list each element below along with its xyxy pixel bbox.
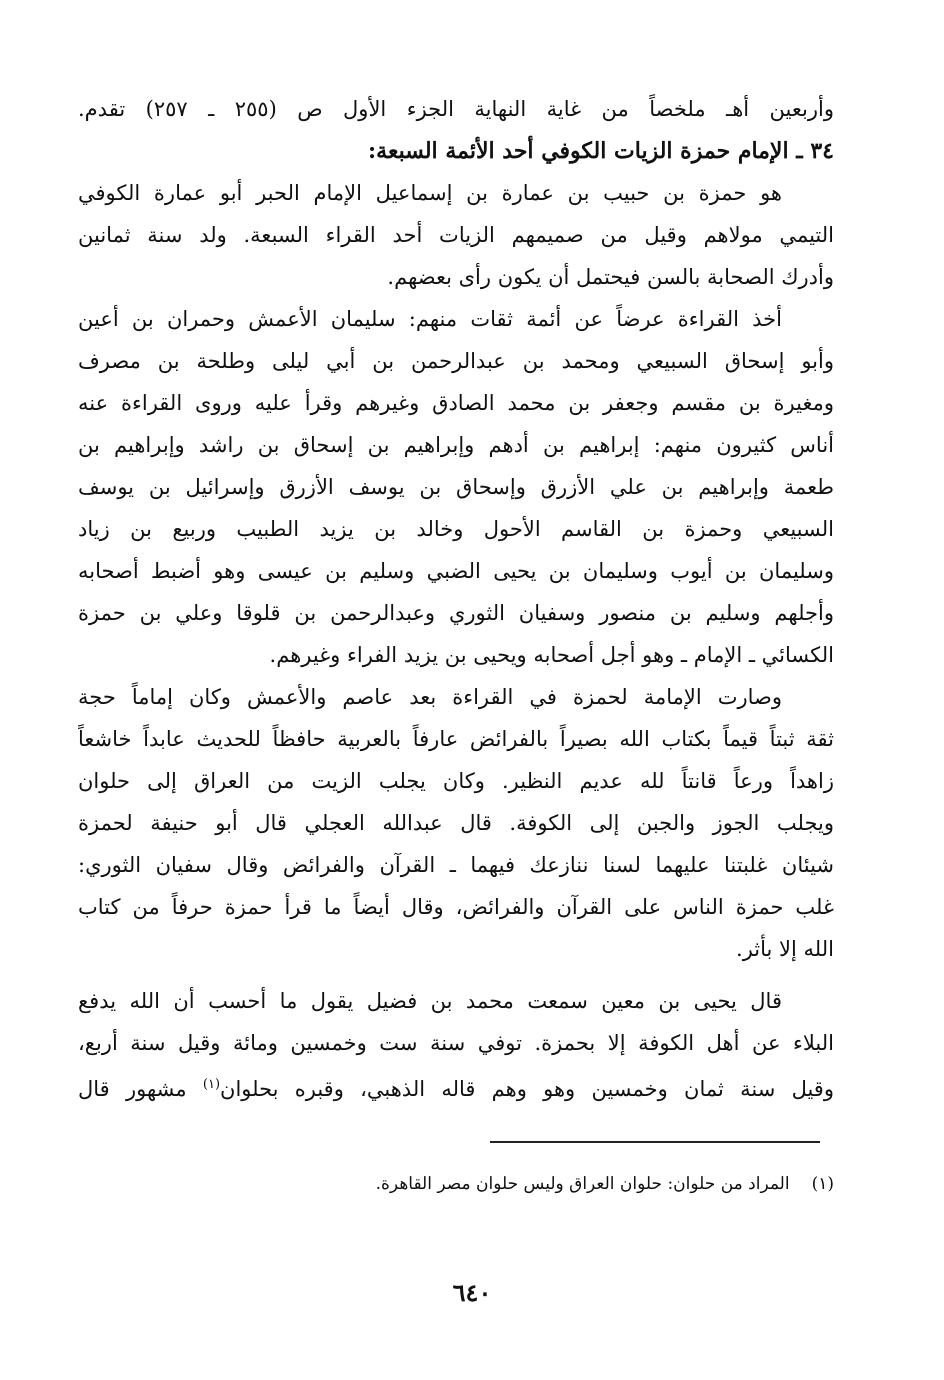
text-line: ويجلب الجوز والجبن إلى الكوفة. قال عبدالله العجلي قال أبو حنيفة لحمزة: [78, 811, 834, 835]
text-fragment: وقيل سنة ثمان وخمسين وهو وهم قاله الذهبي، وقبره بحلوان: [220, 1077, 834, 1101]
text-line: وأجلهم وسليم بن منصور وسفيان الثوري وعبدالرحمن بن قلوقا وعلي بن حمزة: [78, 601, 834, 625]
text-line: أخذ القراءة عرضاً عن أئمة ثقات منهم: سليمان الأعمش وحمران بن أعين: [78, 307, 782, 331]
text-line: طعمة وإبراهيم بن علي الأزرق وإسحاق بن يوسف الأزرق وإسرائيل بن يوسف: [78, 475, 834, 499]
text-line: هو حمزة بن حبيب بن عمارة بن إسماعيل الإمام الحبر أبو عمارة الكوفي: [78, 181, 782, 205]
footnote-separator: [490, 1141, 820, 1143]
paragraph-gap: [78, 970, 834, 980]
text-line: السبيعي وحمزة بن القاسم الأحول وخالد بن يزيد الطبيب وربيع بن زياد: [78, 517, 834, 541]
text-line: ثقة ثبتاً قيماً بكتاب الله بصيراً بالفرائض عارفاً بالعربية حافظاً للحديث عابداً خاشعاً: [78, 727, 834, 751]
footnote: [78, 1170, 834, 1198]
text-line: وصارت الإمامة لحمزة في القراءة بعد عاصم والأعمش وكان إماماً حجة: [78, 685, 782, 709]
section-heading: ٣٤ ـ الإمام حمزة الزيات الكوفي أحد الأئمة السبعة:: [368, 138, 834, 164]
text-line: غلب حمزة الناس على القرآن والفرائض، وقال أيضاً ما قرأ حمزة حرفاً من كتاب: [78, 895, 834, 919]
text-line: وأبو إسحاق السبيعي ومحمد بن عبدالرحمن بن أبي ليلى وطلحة بن مصرف: [78, 349, 834, 373]
text-line: [78, 1064, 834, 1106]
footnote-reference: (١): [202, 1077, 221, 1092]
text-line: البلاء عن أهل الكوفة إلا بحمزة. توفي سنة ست وخمسين ومائة وقيل سنة أربع،: [78, 1031, 834, 1055]
text-line: وسليمان بن أيوب وسليمان بن يحيى الضبي وسليم بن عيسى وهو أضبط أصحابه: [78, 559, 834, 583]
text-line: قال يحيى بن معين سمعت محمد بن فضيل يقول ما أحسب أن الله يدفع: [78, 989, 782, 1013]
text-line: وأربعين أهـ ملخصاً من غاية النهاية الجزء الأول ص (٢٥٥ ـ ٢٥٧) تقدم.: [78, 97, 834, 121]
text-line: التيمي مولاهم وقيل من صميمهم الزيات أحد القراء السبعة. ولد سنة ثمانين: [78, 223, 834, 247]
footnote-text: المراد من حلوان: حلوان العراق وليس حلوان مصر القاهرة.: [375, 1174, 790, 1194]
footnote-marker: (١): [811, 1174, 834, 1194]
text-line: أناس كثيرون منهم: إبراهيم بن أدهم وإبراهيم بن إسحاق بن راشد وإبراهيم بن: [78, 433, 834, 457]
text-line: شيئان غلبتنا عليهما لسنا ننازعك فيهما ـ القرآن والفرائض وقال سفيان الثوري:: [78, 853, 834, 877]
text-line: الله إلا بأثر.: [736, 937, 834, 961]
page-body: [78, 88, 834, 1106]
text-line: وأدرك الصحابة بالسن فيحتمل أن يكون رأى بعضهم.: [387, 265, 834, 289]
text-line: ومغيرة بن مقسم وجعفر بن محمد الصادق وغيرهم وقرأ عليه وروى القراءة عنه: [78, 391, 834, 415]
text-fragment: مشهور قال: [78, 1077, 203, 1101]
text-line: الكسائي ـ الإمام ـ وهو أجل أصحابه ويحيى بن يزيد الفراء وغيرهم.: [269, 643, 834, 667]
page-number: ٦٤٠: [452, 1278, 492, 1307]
text-line: زاهداً ورعاً قانتاً لله عديم النظير. وكان يجلب الزيت من العراق إلى حلوان: [78, 769, 834, 793]
